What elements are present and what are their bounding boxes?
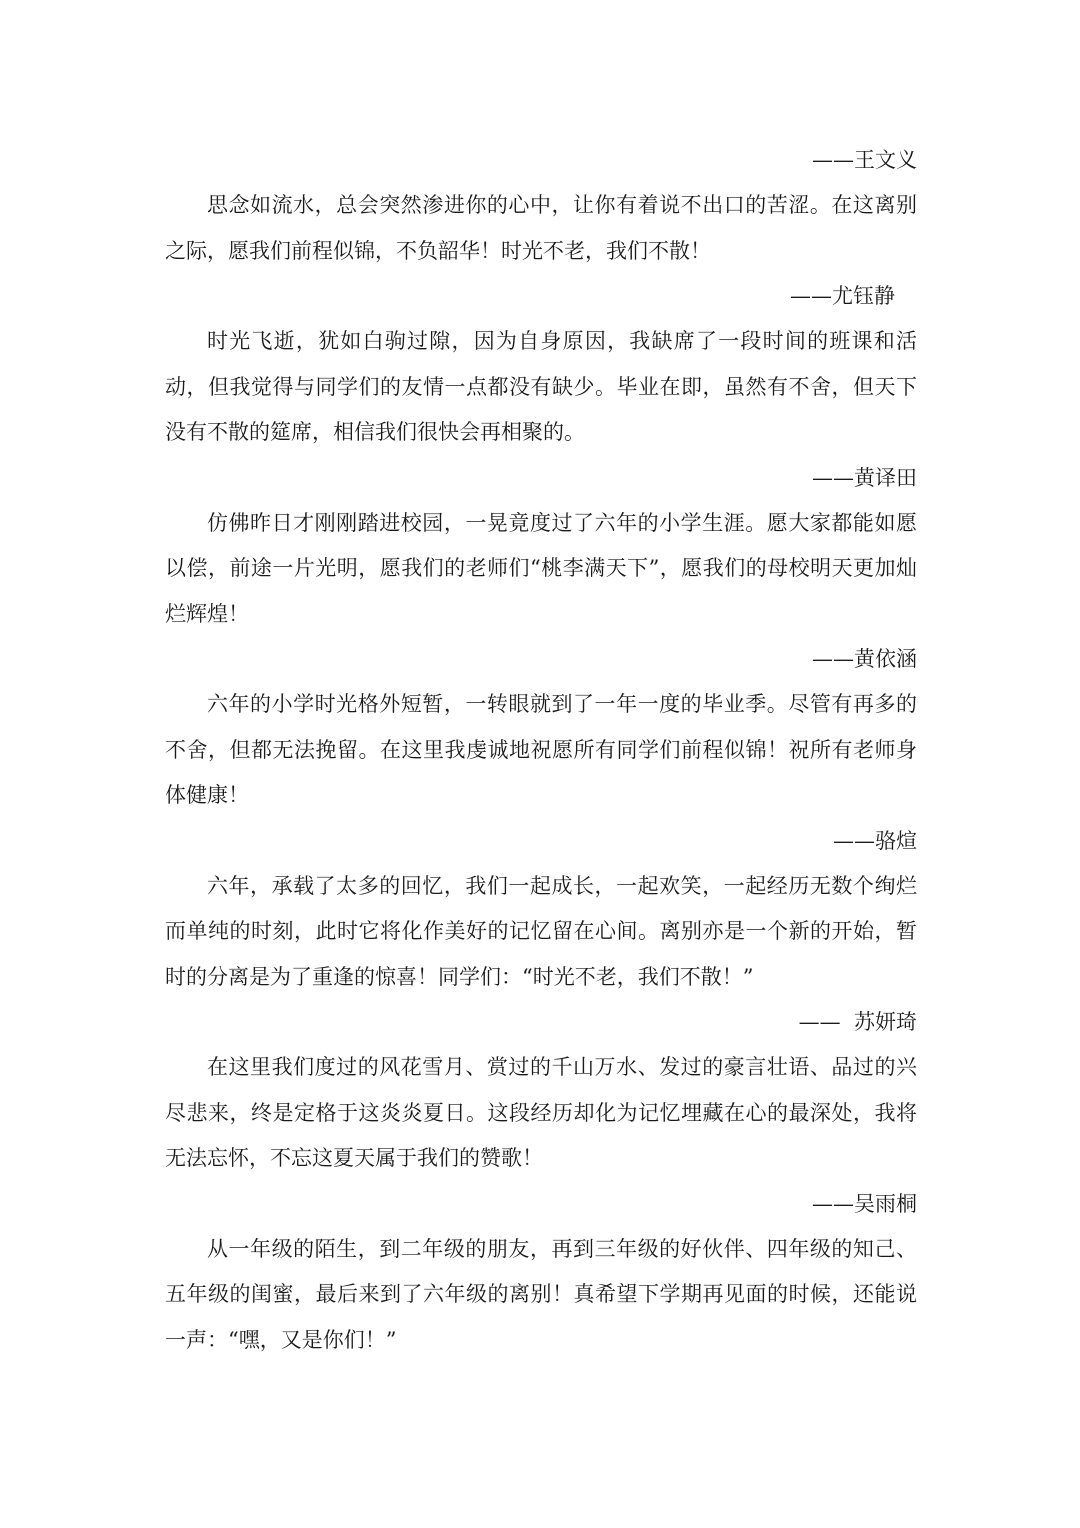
message-paragraph: 六年的小学时光格外短暂，一转眼就到了一年一度的毕业季。尽管有再多的不舍，但都无法挽留。在这里我虔诚地祝愿所有同学们前程似锦！祝所有老师身体健康！ [165, 692, 917, 807]
message-paragraph: 思念如流水，总会突然渗进你的心中，让你有着说不出口的苦涩。在这离别之际，愿我们前程似锦，不负韶华！时光不老，我们不散！ [165, 193, 917, 263]
signature-huang-yitian: ——黄译田 [812, 465, 917, 490]
signature-luo-xuan: ——骆煊 [833, 828, 917, 853]
message-paragraph: 时光飞逝，犹如白驹过隙，因为自身原因，我缺席了一段时间的班课和活动，但我觉得与同学们的友情一点都没有缺少。毕业在即，虽然有不舍，但天下没有不散的筵席，相信我们很快会再相聚的。 [165, 329, 917, 444]
message-paragraph: 仿佛昨日才刚刚踏进校园，一晃竟度过了六年的小学生涯。愿大家都能如愿以偿，前途一片光明，愿我们的老师们“桃李满天下”，愿我们的母校明天更加灿烂辉煌！ [165, 510, 917, 626]
signature-wu-yutong: ——吴雨桐 [812, 1191, 917, 1216]
message-paragraph: 在这里我们度过的风花雪月、赏过的千山万水、发过的豪言壮语、品过的兴尽悲来，终是定格于这炎炎夏日。这段经历却化为记忆埋藏在心的最深处，我将无法忘怀，不忘这夏天属于我们的赞歌！ [165, 1055, 917, 1170]
signature-you-yujing: ——尤钰静 [790, 284, 895, 308]
signature-su-yanqi: —— 苏妍琦 [798, 1010, 917, 1034]
signature-huang-yihan: ——黄依涵 [812, 647, 917, 671]
message-paragraph: 从一年级的陌生，到二年级的朋友，再到三年级的好伙伴、四年级的知己、五年级的闺蜜，最后来到了六年级的离别！真希望下学期再见面的时候，还能说一声：“嘿，又是你们！” [165, 1236, 917, 1352]
message-paragraph: 六年，承载了太多的回忆，我们一起成长，一起欢笑，一起经历无数个绚烂而单纯的时刻，此时它将化作美好的记忆留在心间。离别亦是一个新的开始，暂时的分离是为了重逢的惊喜！同学们：“时光不老，我们不散！” [165, 873, 917, 989]
signature-wang-wenyi: ——王文义 [812, 148, 917, 172]
document-page [165, 138, 917, 1363]
